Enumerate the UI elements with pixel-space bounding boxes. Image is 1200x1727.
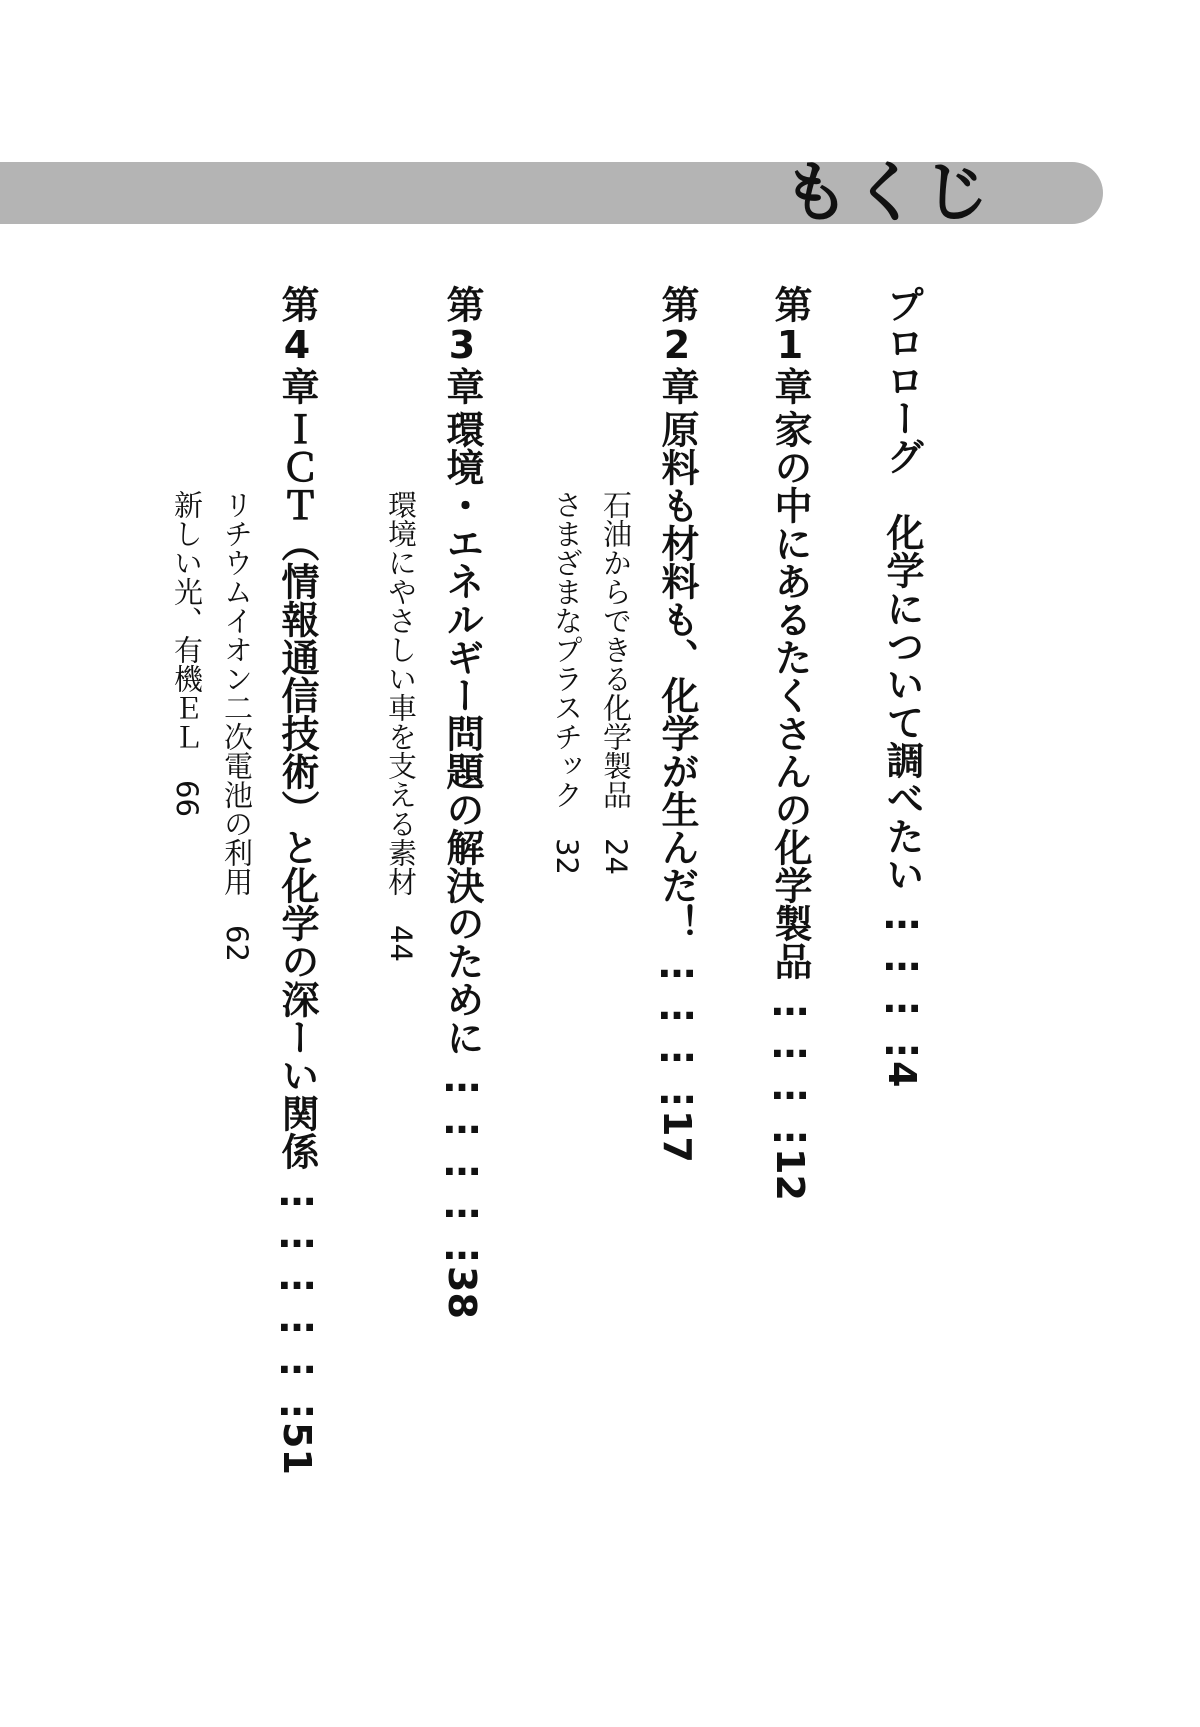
- leader-dots: …………: [768, 980, 812, 1148]
- chapter-label: 第2章: [655, 285, 699, 405]
- leader-dots: ………………: [275, 1170, 319, 1422]
- toc-subentry[interactable]: [386, 490, 416, 962]
- leader-dots: …………: [880, 893, 924, 1061]
- toc-subentry-title: 石油からできる化学製品: [599, 490, 633, 809]
- toc-entry-chapter-3[interactable]: [442, 285, 482, 1319]
- toc-subentry[interactable]: [222, 490, 252, 962]
- leader-dots: …………: [655, 942, 699, 1110]
- toc-page-number: 62: [220, 925, 254, 962]
- toc-entry-title: 家の中にあるたくさんの化学製品: [768, 410, 812, 980]
- toc-entry-title: 原料も材料も、化学が生んだ！: [655, 410, 699, 942]
- toc-entry-title: プロローグ 化学について調べたい: [880, 285, 924, 893]
- toc-entry-title: 環境・エネルギー問題の解決のために: [440, 410, 484, 1056]
- toc-entry-chapter-2[interactable]: [657, 285, 697, 1163]
- toc-entry-chapter-4[interactable]: [277, 285, 317, 1475]
- header-band: [0, 154, 1103, 231]
- toc-page-number: 12: [768, 1148, 812, 1201]
- toc-page-number: 32: [550, 838, 584, 875]
- chapter-label: 第1章: [768, 285, 812, 405]
- toc-page-number: 17: [655, 1110, 699, 1163]
- toc-subentry[interactable]: [172, 490, 202, 817]
- toc-subentry[interactable]: [552, 490, 582, 875]
- page-title: もくじ: [783, 154, 993, 231]
- toc-page-number: 4: [880, 1061, 924, 1088]
- toc-page-number: 38: [440, 1266, 484, 1319]
- toc-page-number: 51: [275, 1422, 319, 1475]
- toc-page-number: 44: [384, 925, 418, 962]
- toc-entry-chapter-1[interactable]: [770, 285, 810, 1201]
- toc-page-number: 66: [170, 780, 204, 817]
- toc-subentry-title: 新しい光、有機ＥＬ: [170, 490, 204, 751]
- toc-page-number: 24: [599, 838, 633, 875]
- toc-subentry-title: 環境にやさしい車を支える素材: [384, 490, 418, 896]
- toc-subentry[interactable]: [601, 490, 631, 875]
- chapter-label: 第4章: [275, 285, 319, 405]
- toc-entry-title: ＩＣＴ（情報通信技術）と化学の深ーい関係: [275, 410, 319, 1170]
- toc-entry-prologue[interactable]: [882, 285, 922, 1087]
- toc-subentry-title: さまざまなプラスチック: [550, 490, 584, 809]
- leader-dots: ……………: [440, 1056, 484, 1266]
- chapter-label: 第3章: [440, 285, 484, 405]
- toc-subentry-title: リチウムイオン二次電池の利用: [220, 490, 254, 896]
